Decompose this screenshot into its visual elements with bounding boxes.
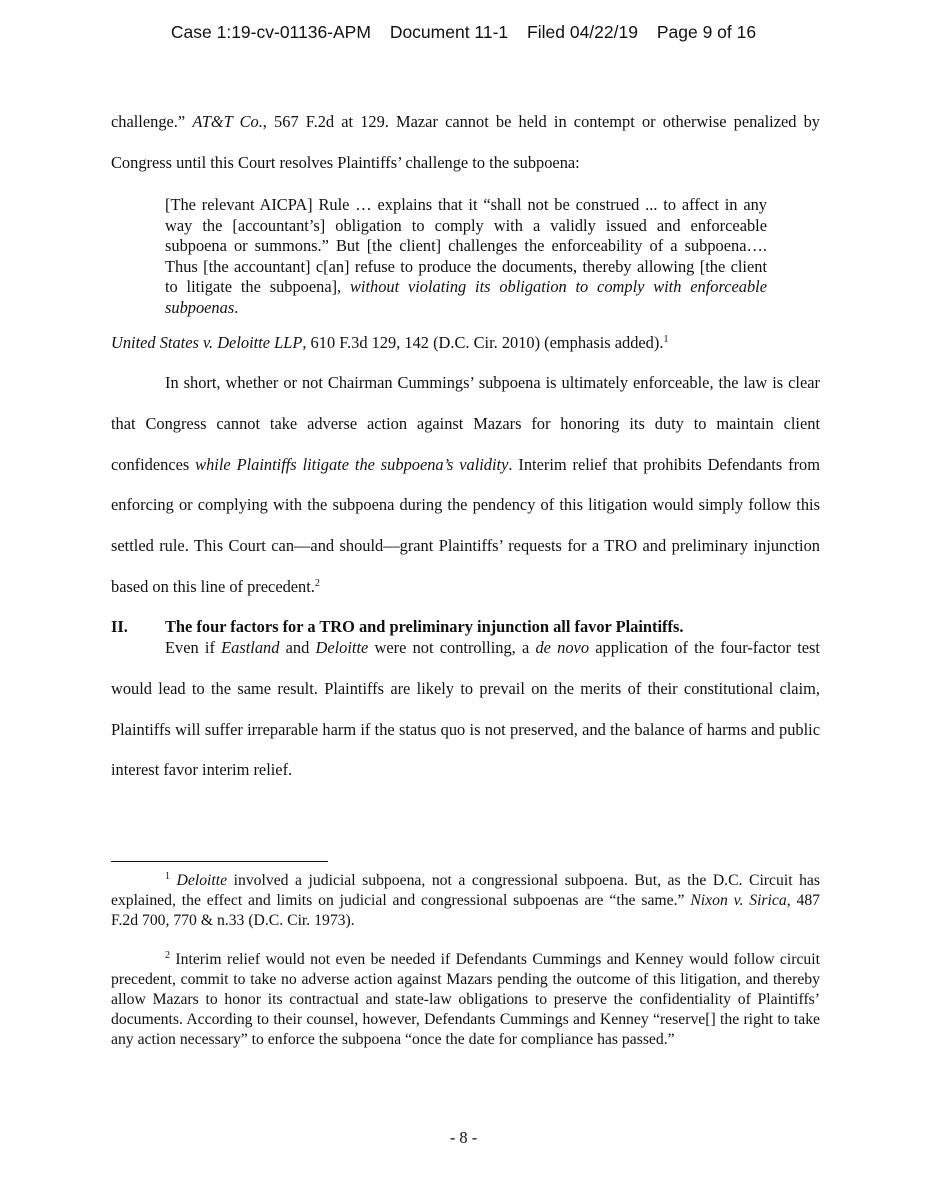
footnote-separator bbox=[111, 861, 328, 862]
paragraph-four-factors: Even if Eastland and Deloitte were not controlling, a de novo application of the four-factor test would lead to the same result. Plaintiffs are likely to prevail on the merits of their constitutional claim, Plaintiffs will suffer irreparable harm if the status quo is not preserved, and the balance of harms and public interest favor interim relief. bbox=[111, 638, 820, 780]
paragraph-continuation: challenge.” AT&T Co., 567 F.2d at 129. Mazar cannot be held in contempt or otherwise penalized by Congress until this Court resolves Plaintiffs’ challenge to the subpoena: bbox=[111, 112, 820, 172]
footnote-ref-1[interactable]: 1 bbox=[663, 334, 669, 345]
case-number: Case 1:19-cv-01136-APM bbox=[170, 22, 371, 42]
section-title: The four factors for a TRO and preliminary injunction all favor Plaintiffs. bbox=[165, 617, 684, 636]
section-number: II. bbox=[111, 617, 128, 636]
emphasis-litigate: while Plaintiffs litigate the subpoena’s validity bbox=[195, 454, 509, 474]
page-count: Page 9 of 16 bbox=[656, 22, 757, 42]
page-number: - 8 - bbox=[449, 1128, 478, 1147]
court-header bbox=[0, 22, 927, 43]
document-number: Document 11-1 bbox=[389, 22, 509, 42]
quote-emphasis: without violating its obligation to comply with enforceable subpoenas bbox=[165, 277, 767, 317]
footnote-2-number: 2 bbox=[165, 950, 170, 961]
paragraph-in-short: In short, whether or not Chairman Cummings’ subpoena is ultimately enforceable, the law is clear that Congress cannot take adverse action against Mazars for honoring its duty to maintain client confidences while Plaintiffs litigate the subpoena’s validity. Interim relief that prohibits Defendants from enforcing or complying with the subpoena during the pendency of this litigation would simply follow this settled rule. This Court can—and should—grant Plaintiffs’ requests for a TRO and preliminary injunction based on this line of precedent.$^2$ bbox=[111, 373, 820, 596]
citation-deloitte: United States v. Deloitte LLP, 610 F.3d 129, 142 (D.C. Cir. 2010) (emphasis added).$^1$ bbox=[111, 333, 669, 352]
footnote-1: $^1$ Deloitte involved a judicial subpoena, not a congressional subpoena. But, as the D.C. Circuit has explained, the effect and limits on judicial and congressional subpoenas are “the same.” Nixon v. Sirica, 487 F.2d 700, 770 & n.33 (D.C. Cir. 1973). bbox=[111, 871, 821, 929]
case-cite-att: AT&T Co. bbox=[192, 112, 263, 131]
footnote-2: $^2$ Interim relief would not even be needed if Defendants Cummings and Kenney would follow circuit precedent, commit to take no adverse action against Mazars pending the outcome of this litigation, and thereby allow Mazars to honor its contractual and state-law obligations to preserve the confidentiality of Plaintiffs’ documents. According to their counsel, however, Defendants Cummings and Kenney “reserve[] the right to take any action necessary” to enforce the subpoena “once the date for compliance has passed.” bbox=[111, 950, 820, 1048]
filed-date: Filed 04/22/19 bbox=[527, 22, 638, 42]
case-name-deloitte: United States v. Deloitte LLP bbox=[111, 333, 303, 352]
footnote-ref-2[interactable]: 2 bbox=[314, 577, 320, 589]
block-quote: [The relevant AICPA] Rule … explains that it “shall not be construed ... to affect in any way the [accountant’s] obligation to comply with a validly issued and enforceable subpoena or summons.” But [the client] challenges the enforceability of a subpoena…. Thus [the accountant] c[an] refuse to produce the documents, thereby allowing [the client to litigate the subpoena], without violating its obligation to comply with enforceable subpoenas. bbox=[165, 195, 767, 317]
footnote-1-number: 1 bbox=[165, 871, 170, 882]
